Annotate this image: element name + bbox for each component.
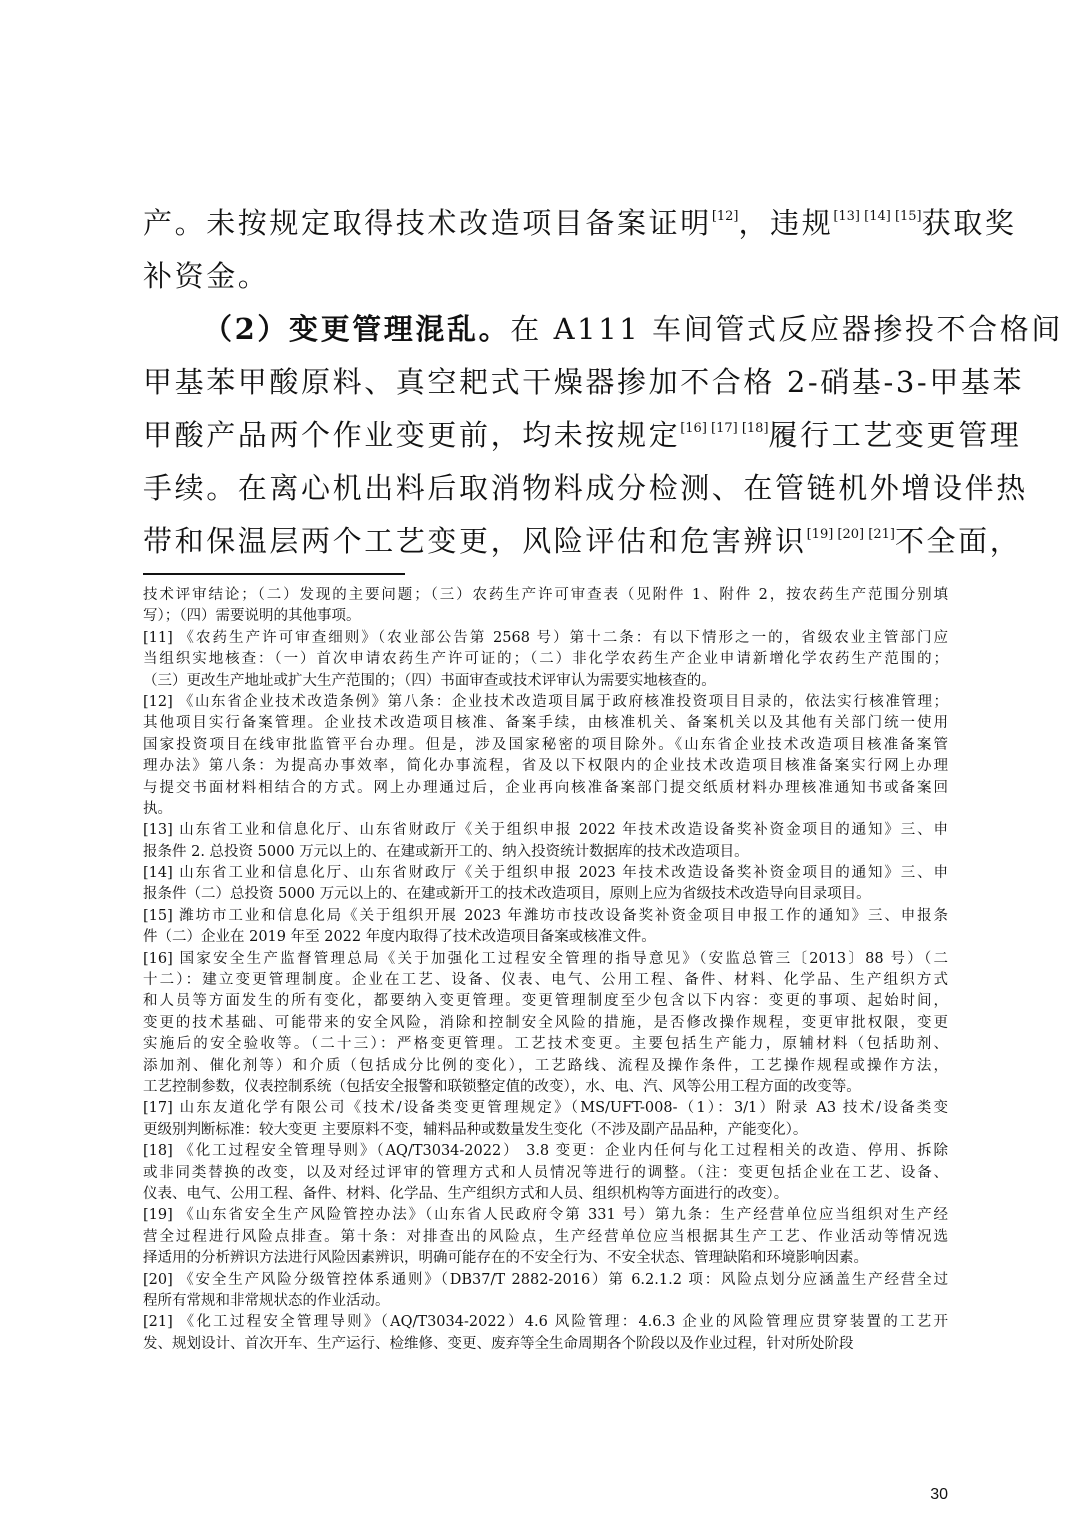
body-line: 补资金。 <box>143 259 270 293</box>
footnote-line: [21] 《化工过程安全管理导则》（AQ/T3034-2022）4.6 风险管理：4.6.3 企业的风险管理应贯穿装置的工艺开 <box>143 1314 948 1331</box>
footnote-line: [16] 国家安全生产监督管理总局《关于加强化工过程安全管理的指导意见》（安监总管三〔2013〕88 号）（二 <box>143 950 948 967</box>
body-text <box>143 197 1063 568</box>
footnote-line: （三）更改生产地址或扩大生产范围的；（四）书面审查或技术评审认为需要实地核查的。 <box>143 672 716 689</box>
section-heading: （2）变更管理混乱。 <box>203 312 511 346</box>
body-line: 带和保温层两个工艺变更，风险评估和危害辨识[19] [20] [21]不全面， <box>143 524 1022 558</box>
body-line: 产。未按规定取得技术改造项目备案证明[12]，违规[13] [14] [15]获取奖 <box>143 206 1017 240</box>
footnote-line: 更级别判断标准：较大变更 主要原料不变，辅料品种或数量发生变化（不涉及副产品品种，产能变化）。 <box>143 1121 808 1138</box>
footnote <box>143 1270 948 1313</box>
body-line: 甲酸产品两个作业变更前，均未按规定[16] [17] [18]履行工艺变更管理 <box>143 418 1022 452</box>
section-heading-line: （2）变更管理混乱。在 A111 车间管式反应器掺投不合格间 <box>203 312 1063 346</box>
footnote-line: 工艺控制参数，仪表控制系统（包括安全报警和联锁整定值的改变），水、电、汽、风等公用工程方面的改变等。 <box>143 1078 861 1095</box>
footnote <box>143 1098 948 1141</box>
footnote <box>143 1312 948 1355</box>
footnote-ref: [16] [17] [18] <box>680 421 769 436</box>
footnote-line: 实施后的安全验收等。（二十三）：严格变更管理。工艺技术变更。主要包括生产能力，原辅材料（包括助剂、 <box>143 1036 948 1053</box>
footnote-line: 执。 <box>143 800 172 817</box>
footnote <box>143 820 948 863</box>
footnote-line: 变更的技术基础、可能带来的安全风险，消除和控制安全风险的措施，是否修改操作规程，变更审批权限，变更 <box>143 1014 948 1031</box>
footnote-line: 国家投资项目在线审批监管平台办理。但是，涉及国家秘密的项目除外。《山东省企业技术改造项目核准备案管 <box>143 736 948 753</box>
footnote-line: [18] 《化工过程安全管理导则》（AQ/T3034-2022） 3.8 变更：企业内任何与化工过程相关的改造、停用、拆除 <box>143 1143 948 1160</box>
footnote <box>143 863 948 906</box>
footnote-line: [15] 潍坊市工业和信息化局《关于组织开展 2023 年潍坊市技改设备奖补资金项目申报工作的通知》三、申报条 <box>143 907 948 924</box>
footnote-line: 和人员等方面发生的所有变化，都要纳入变更管理。变更管理制度至少包含以下内容：变更的事项、起始时间， <box>143 993 948 1010</box>
footnote-ref: [13] [14] [15] <box>833 209 922 224</box>
footnote-line: 报条件 2. 总投资 5000 万元以上的、在建或新开工的、纳入投资统计数据库的技术改造项目。 <box>143 843 749 860</box>
footnote-line: [14] 山东省工业和信息化厅、山东省财政厅《关于组织申报 2023 年技术改造设备奖补资金项目的通知》三、申 <box>143 865 948 882</box>
footnote-line: 程所有常规和非常规状态的作业活动。 <box>143 1292 390 1309</box>
footnote-line: 与提交书面材料相结合的方式。网上办理通过后，企业再向核准备案部门提交纸质材料办理核准通知书或备案回 <box>143 779 948 796</box>
footnote-ref: [19] [20] [21] <box>806 527 895 542</box>
footnote-line: 理办法》第八条：为提高办事效率，简化办事流程，省及以下权限内的企业技术改造项目核准备案实行网上办理 <box>143 758 948 775</box>
footnote-line: 技术评审结论；（二）发现的主要问题；（三）农药生产许可审查表（见附件 1、附件 2，按农药生产范围分别填 <box>143 587 948 603</box>
footnote <box>143 628 948 692</box>
footnote <box>143 692 948 820</box>
page-number: 30 <box>930 1486 948 1503</box>
footnote-separator <box>143 573 405 575</box>
footnote-line: 报条件（二）总投资 5000 万元以上的、在建或新开工的技术改造项目，原则上应为省级技术改造导向目录项目。 <box>143 886 871 903</box>
footnote-line: 发、规划设计、首次开车、生产运行、检维修、变更、废弃等全生命周期各个阶段以及作业过程，针对所处阶段 <box>143 1335 854 1352</box>
footnotes <box>143 585 948 1355</box>
footnote-line: [19] 《山东省安全生产风险管控办法》（山东省人民政府令第 331 号）第九条：生产经营单位应当组织对生产经 <box>143 1207 948 1224</box>
footnote-line: 择适用的分析辨识方法进行风险因素辨识，明确可能存在的不安全行为、不安全状态、管理缺陷和环境影响因素。 <box>143 1250 868 1267</box>
footnote-line: 件（二）企业在 2019 年至 2022 年度内取得了技术改造项目备案或核准文件。 <box>143 929 656 946</box>
footnote-line: 当组织实地核查：（一）首次申请农药生产许可证的；（二）非化学农药生产企业申请新增化学农药生产范围的； <box>143 651 948 668</box>
footnote-ref: [12] <box>711 209 739 224</box>
footnote-line: [11] 《农药生产许可审查细则》（农业部公告第 2568 号）第十二条：有以下情形之一的，省级农业主管部门应 <box>143 629 948 646</box>
footnote-line: [12] 《山东省企业技术改造条例》第八条：企业技术改造项目属于政府核准投资项目目录的，依法实行核准管理； <box>143 693 948 710</box>
footnote <box>143 1141 948 1205</box>
footnote-line: [20] 《安全生产风险分级管控体系通则》（DB37/T 2882-2016）第 6.2.1.2 项：风险点划分应涵盖生产经营全过 <box>143 1271 948 1288</box>
footnote-line: 写）；（四）需要说明的其他事项。 <box>143 608 361 625</box>
footnote-line: 仪表、电气、公用工程、备件、材料、化学品、生产组织方式和人员、组织机构等方面进行的改变）。 <box>143 1185 789 1202</box>
footnote-line: 添加剂、催化剂等）和介质（包括成分比例的变化），工艺路线、流程及操作条件，工艺操作规程或操作方法， <box>143 1057 948 1074</box>
footnote <box>143 585 948 628</box>
footnote-line: 十二）：建立变更管理制度。企业在工艺、设备、仪表、电气、公用工程、备件、材料、化学品、生产组织方式 <box>143 972 948 989</box>
footnote-line: 其他项目实行备案管理。企业技术改造项目核准、备案手续，由核准机关、备案机关以及其他有关部门统一使用 <box>143 715 948 732</box>
footnote-line: [13] 山东省工业和信息化厅、山东省财政厅《关于组织申报 2022 年技术改造设备奖补资金项目的通知》三、申 <box>143 822 948 839</box>
footnote <box>143 1205 948 1269</box>
body-line: 甲基苯甲酸原料、真空耙式干燥器掺加不合格 2-硝基-3-甲基苯 <box>143 365 1025 399</box>
footnote <box>143 949 948 1099</box>
footnote-line: 营全过程进行风险点排查。第十条：对排查出的风险点，生产经营单位应当根据其生产工艺、作业活动等情况选 <box>143 1228 948 1245</box>
body-line: 手续。在离心机出料后取消物料成分检测、在管链机外增设伴热 <box>143 471 1028 505</box>
footnote <box>143 906 948 949</box>
footnote-line: [17] 山东友道化学有限公司《技术/设备类变更管理规定》（MS/UFT-008-（1）：3/1）附录 A3 技术/设备类变 <box>143 1100 948 1117</box>
footnote-line: 或非同类替换的改变，以及对经过评审的管理方式和人员情况等进行的调整。（注：变更包括企业在工艺、设备、 <box>143 1164 948 1181</box>
